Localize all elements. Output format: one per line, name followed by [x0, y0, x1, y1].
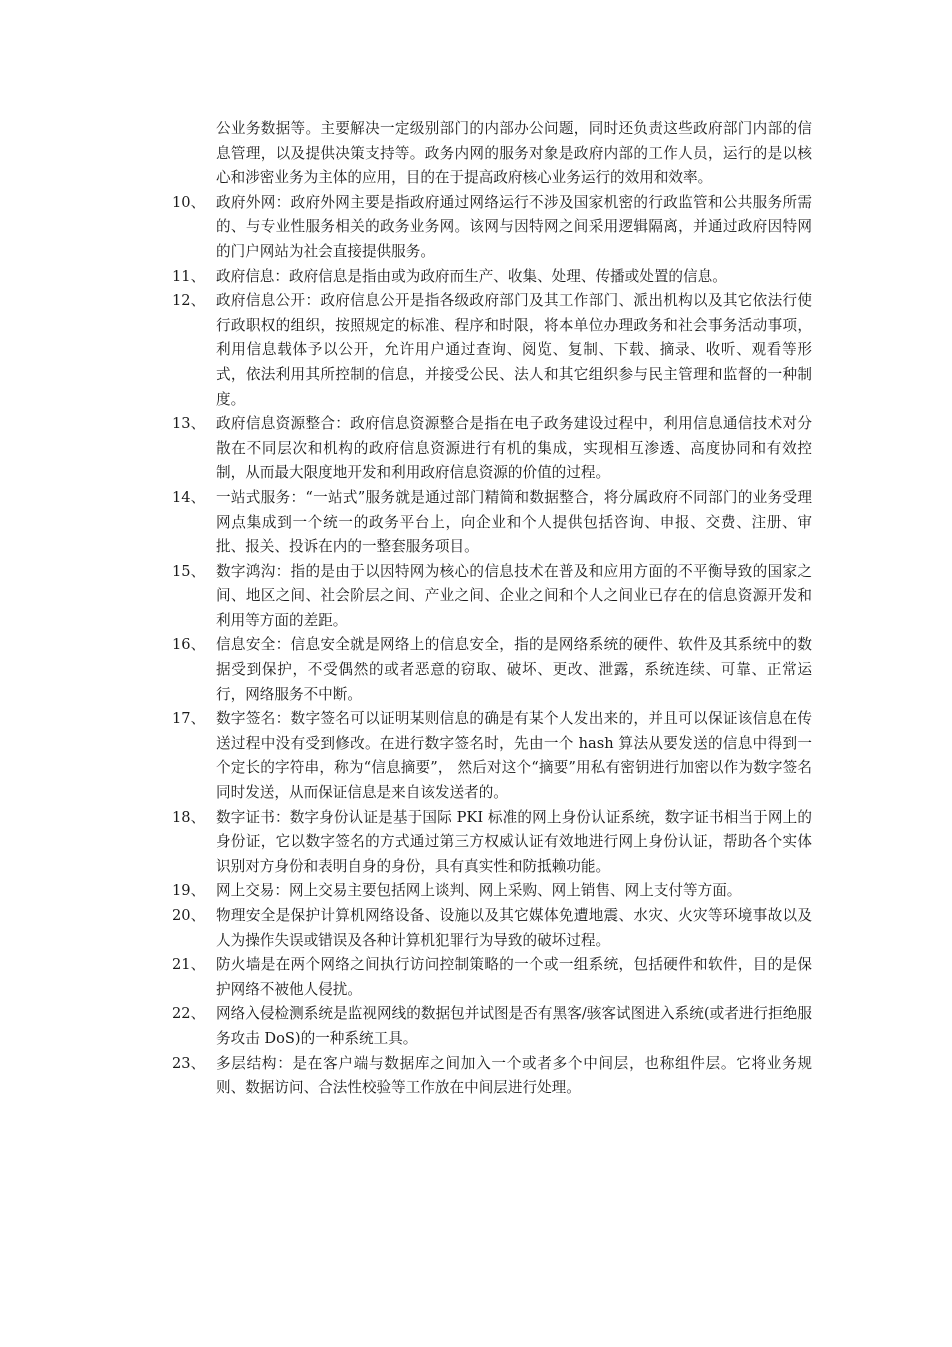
glossary-list [172, 117, 812, 1101]
item-text: 一站式服务：“一站式”服务就是通过部门精简和数据整合，将分属政府不同部门的业务受理网点集成到一个统一的政务平台上，向企业和个人提供包括咨询、申报、交费、注册、审批、报关、投诉在内的一整套服务项目。 [216, 488, 812, 556]
glossary-item-11 [172, 265, 812, 290]
item-number: 15、 [172, 562, 206, 580]
glossary-item-23 [172, 1052, 812, 1101]
glossary-item-14 [172, 486, 812, 560]
item-number: 14、 [172, 488, 206, 506]
glossary-item-15 [172, 560, 812, 634]
glossary-item-21 [172, 953, 812, 1002]
item-number: 20、 [172, 907, 206, 924]
glossary-item-19 [172, 879, 812, 904]
item-number: 17、 [172, 710, 206, 728]
item-text: 网上交易：网上交易主要包括网上谈判、网上采购、网上销售、网上支付等方面。 [216, 882, 742, 900]
glossary-item-16 [172, 633, 812, 707]
item-text: 政府信息公开：政府信息公开是指各级政府部门及其工作部门、派出机构以及其它依法行使行政职权的组织，按照规定的标准、程序和时限，将本单位办理政务和社会事务活动事项，利用信息载体予以公开，允许用户通过查询、阅览、复制、下载、摘录、收听、观看等形式，依法利用其所控制的信息，并接受公民、法人和其它组织参与民主管理和监督的一种制度。 [216, 292, 812, 408]
glossary-item-20 [172, 904, 812, 953]
glossary-item-22 [172, 1002, 812, 1051]
item-number: 11、 [172, 267, 206, 285]
glossary-item-10 [172, 191, 812, 265]
item-text: 政府信息资源整合：政府信息资源整合是指在电子政务建设过程中，利用信息通信技术对分散在不同层次和机构的政府信息资源进行有机的集成，实现相互渗透、高度协同和有效控制，从而最大限度地开发和利用政府信息资源的价值的过程。 [216, 415, 812, 482]
continued-paragraph-text: 公业务数据等。主要解决一定级别部门的内部办公问题，同时还负责这些政府部门内部的信息管理，以及提供决策支持等。政务内网的服务对象是政府内部的工作人员，运行的是以核心和涉密业务为主体的应用，目的在于提高政府核心业务运行的效用和效率。 [216, 120, 812, 187]
item-text: 物理安全是保护计算机网络设备、设施以及其它媒体免遭地震、水灾、火灾等环境事故以及人为操作失误或错误及各种计算机犯罪行为导致的破坏过程。 [216, 907, 812, 949]
item-number: 22、 [172, 1005, 206, 1023]
item-text: 网络入侵检测系统是监视网线的数据包并试图是否有黑客/骇客试图进入系统(或者进行拒绝服务攻击 DoS)的一种系统工具。 [216, 1005, 812, 1047]
item-number: 21、 [172, 956, 206, 974]
item-number: 13、 [172, 415, 206, 433]
item-number: 12、 [172, 292, 206, 310]
item-text: 多层结构：是在客户端与数据库之间加入一个或者多个中间层，也称组件层。它将业务规则、数据访问、合法性校验等工作放在中间层进行处理。 [216, 1054, 812, 1097]
item-text: 政府外网：政府外网主要是指政府通过网络运行不涉及国家机密的行政监管和公共服务所需的、与专业性服务相关的政务业务网。该网与因特网之间采用逻辑隔离，并通过政府因特网的门户网站为社会直接提供服务。 [216, 193, 812, 260]
glossary-item-17 [172, 707, 812, 805]
item-number: 23、 [172, 1054, 206, 1072]
item-number: 10、 [172, 193, 206, 211]
item-number: 16、 [172, 636, 206, 654]
item-text: 防火墙是在两个网络之间执行访问控制策略的一个或一组系统，包括硬件和软件，目的是保护网络不被他人侵扰。 [216, 956, 812, 998]
item-text: 数字签名：数字签名可以证明某则信息的确是有某个人发出来的，并且可以保证该信息在传送过程中没有受到修改。在进行数字签名时，先由一个 hash 算法从要发送的信息中得到一个定长的字符串，称为“信息摘要”， 然后对这个“摘要”用私有密钥进行加密以作为数字签名同时发送，从而保证信息是来自该发送者的。 [216, 710, 812, 802]
item-number: 18、 [172, 808, 206, 826]
continued-paragraph [172, 117, 812, 191]
item-text: 数字鸿沟：指的是由于以因特网为核心的信息技术在普及和应用方面的不平衡导致的国家之间、地区之间、社会阶层之间、产业之间、企业之间和个人之间业已存在的信息资源开发和利用等方面的差距。 [216, 562, 812, 629]
item-text: 数字证书：数字身份认证是基于国际 PKI 标准的网上身份认证系统，数字证书相当于网上的身份证，它以数字签名的方式通过第三方权威认证有效地进行网上身份认证，帮助各个实体识别对方身份和表明自身的身份，具有真实性和防抵赖功能。 [216, 808, 812, 875]
item-number: 19、 [172, 882, 206, 900]
item-text: 政府信息：政府信息是指由或为政府而生产、收集、处理、传播或处置的信息。 [216, 267, 727, 285]
glossary-item-18 [172, 806, 812, 880]
glossary-item-12 [172, 289, 812, 412]
item-text: 信息安全：信息安全就是网络上的信息安全，指的是网络系统的硬件、软件及其系统中的数据受到保护，不受偶然的或者恶意的窃取、破坏、更改、泄露，系统连续、可靠、正常运行，网络服务不中断。 [216, 636, 812, 703]
glossary-item-13 [172, 412, 812, 486]
